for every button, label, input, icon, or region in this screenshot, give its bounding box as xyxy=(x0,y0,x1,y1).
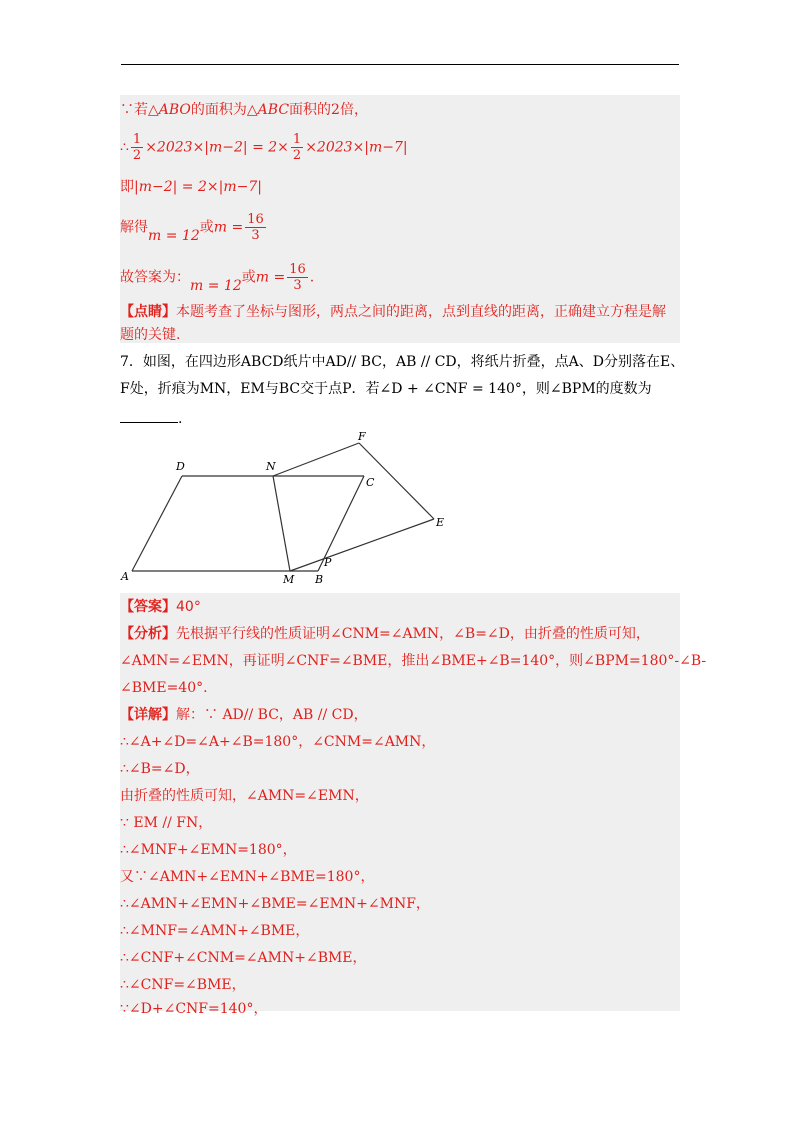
text: 面积的2倍， xyxy=(289,102,368,118)
detail-step: ∴∠MNF=∠AMN+∠BME， xyxy=(120,923,310,939)
comment-text: 本题考查了坐标与图形，两点之间的距离，点到直线的距离，正确建立方程是解 xyxy=(176,304,666,320)
numerator: 1 xyxy=(292,132,302,147)
detail-step: 又∵∠AMN+∠EMN+∠BME=180°， xyxy=(120,869,375,885)
question-7-line-1: 7．如图，在四边形ABCD纸片中AD// BC，AB // CD，将纸片折叠，点A、D分别落在E、 xyxy=(120,354,685,370)
label-F: F xyxy=(358,430,366,443)
denominator: 2 xyxy=(292,148,302,163)
text: . xyxy=(309,269,315,286)
equation: m = xyxy=(255,269,286,286)
comment-text: 题的关键. xyxy=(120,327,181,343)
text: 即 xyxy=(120,179,134,195)
detail-text: 解：∵ AD// BC，AB // CD， xyxy=(176,707,368,723)
denominator: 2 xyxy=(132,148,142,163)
equation-part: ×2023×|m−2| = 2× xyxy=(145,139,289,156)
label-M: M xyxy=(283,573,295,586)
text: 故答案为： xyxy=(120,269,190,286)
equation: m = 12 xyxy=(190,277,242,294)
detail-step: ∵∠D+∠CNF=140°， xyxy=(120,1001,268,1017)
edge-ME xyxy=(290,519,434,571)
figure-labels xyxy=(120,430,444,586)
text: 解得 xyxy=(120,219,148,236)
answer-line xyxy=(120,598,201,616)
text: 或 xyxy=(241,269,256,286)
analysis-line-3: ∠BME=40°. xyxy=(120,680,208,696)
analysis-line-1 xyxy=(120,625,650,643)
detail-step: ∵ EM // FN， xyxy=(120,815,213,831)
text: ∵若 xyxy=(120,102,148,118)
numerator: 16 xyxy=(289,262,306,277)
equation: m = 12 xyxy=(148,227,200,244)
label-P: P xyxy=(324,556,332,569)
detail-step: ∴∠MNF+∠EMN=180°， xyxy=(120,842,297,858)
comment-label: 【点睛】 xyxy=(120,304,176,320)
detail-label: 【详解】 xyxy=(120,707,176,723)
denominator: 3 xyxy=(293,278,302,293)
detail-step: ∴∠AMN+∠EMN+∠BME=∠EMN+∠MNF， xyxy=(120,896,430,912)
answer-value: 40° xyxy=(176,599,201,615)
analysis-label: 【分析】 xyxy=(120,626,176,642)
crease-MN xyxy=(273,476,290,571)
detail-step: ∴∠B=∠D， xyxy=(120,761,200,777)
equation: |m−2| = 2×|m−7| xyxy=(134,179,262,195)
edge-AD xyxy=(132,476,182,571)
label-A: A xyxy=(121,570,129,583)
numerator: 16 xyxy=(247,212,264,227)
detail-step: ∴∠CNF+∠CNM=∠AMN+∠BME， xyxy=(120,950,367,966)
detail-intro xyxy=(120,706,368,724)
math-abo: △ABO xyxy=(148,102,191,118)
edge-NF xyxy=(273,443,359,476)
equation: m = xyxy=(213,219,244,236)
equation-part: ×2023×|m−7| xyxy=(305,139,408,156)
question-7-line-2: F处，折痕为MN，EM与BC交于点P．若∠D + ∠CNF = 140°，则∠BPM的度数为 xyxy=(120,381,652,397)
detail-step: ∴∠CNF=∠BME， xyxy=(120,977,246,993)
label-D: D xyxy=(176,460,185,473)
math-abc: △ABC xyxy=(246,102,290,118)
detail-step: 由折叠的性质可知，∠AMN=∠EMN， xyxy=(120,788,369,804)
label-N: N xyxy=(266,460,276,473)
detail-step: ∴∠A+∠D=∠A+∠B=180°，∠CNM=∠AMN， xyxy=(120,734,436,750)
analysis-line-2: ∠AMN=∠EMN，再证明∠CNF=∠BME，推出∠BME+∠B=140°，则∠BPM=180°-∠B- xyxy=(120,653,707,669)
text: 或 xyxy=(199,219,214,236)
denominator: 3 xyxy=(251,228,260,243)
label-B: B xyxy=(315,573,324,586)
therefore-symbol: ∴ xyxy=(120,139,129,156)
label-C: C xyxy=(366,476,375,489)
label-E: E xyxy=(436,516,445,529)
text: . xyxy=(178,411,183,427)
analysis-text: 先根据平行线的性质证明∠CNM=∠AMN，∠B=∠D，由折叠的性质可知， xyxy=(176,626,650,642)
text: 的面积为 xyxy=(190,102,247,118)
numerator: 1 xyxy=(132,132,142,147)
answer-label: 【答案】 xyxy=(120,599,176,615)
